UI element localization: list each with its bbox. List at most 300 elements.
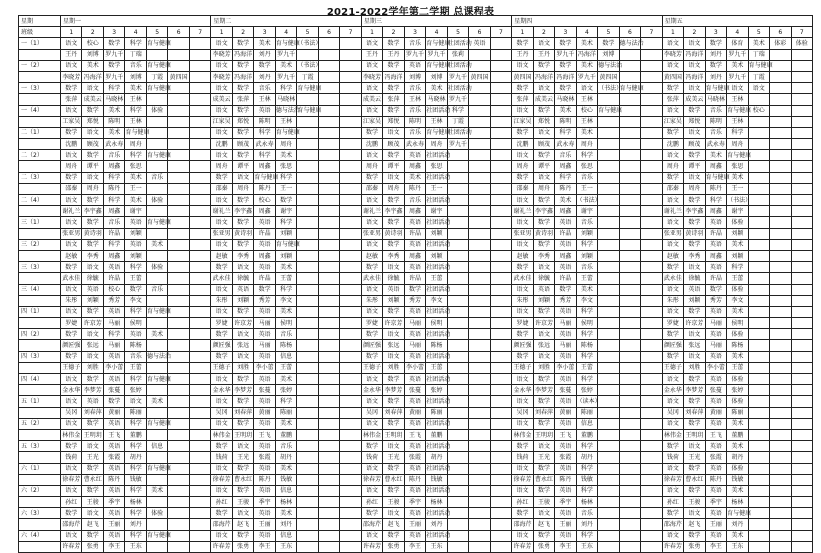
- subject-cell: [490, 396, 512, 407]
- teacher-cell: [791, 385, 813, 396]
- subject-cell: [168, 508, 189, 519]
- subject-cell: 语文: [232, 262, 253, 273]
- subject-cell: [168, 60, 189, 71]
- teacher-cell: 吴冈: [361, 407, 382, 418]
- subject-cell: [490, 217, 512, 228]
- teacher-cell: 王林: [254, 94, 275, 105]
- subject-cell: 数学: [103, 396, 124, 407]
- teacher-cell: [490, 541, 512, 552]
- teacher-row: [19, 541, 813, 552]
- subject-cell: 美术: [275, 463, 296, 474]
- teacher-cell: 沈鹏: [211, 139, 232, 150]
- teacher-cell: [791, 295, 813, 306]
- subject-cell: [619, 351, 640, 362]
- teacher-cell: 林伟金: [662, 429, 683, 440]
- teacher-cell: [490, 139, 512, 150]
- subject-cell: [770, 530, 791, 541]
- subject-cell: [340, 329, 362, 340]
- subject-cell: 语文: [533, 329, 554, 340]
- subject-cell: 科学: [125, 463, 146, 474]
- teacher-cell: 张婷: [426, 385, 447, 396]
- class-name: 六（3）: [19, 508, 61, 519]
- subject-cell: 数学: [82, 306, 103, 317]
- subject-cell: [318, 463, 339, 474]
- subject-cell: 英语: [125, 329, 146, 340]
- subject-cell: [340, 262, 362, 273]
- teacher-cell: [297, 228, 318, 239]
- teacher-cell: [168, 362, 189, 373]
- teacher-cell: [318, 340, 339, 351]
- teacher-cell: [770, 474, 791, 485]
- subject-cell: 英语: [555, 306, 576, 317]
- teacher-cell: [340, 474, 362, 485]
- subject-cell: [469, 105, 490, 116]
- subject-cell: 语文: [576, 83, 597, 94]
- teacher-cell: [619, 250, 640, 261]
- teacher-cell: 王蕾: [275, 362, 296, 373]
- teacher-cell: 邵海芹: [211, 519, 232, 530]
- teacher-cell: [318, 519, 339, 530]
- subject-cell: 数学: [383, 60, 404, 71]
- teacher-cell: [619, 497, 640, 508]
- subject-cell: 语文: [727, 83, 748, 94]
- teacher-cell: [189, 541, 211, 552]
- subject-cell: 语文: [662, 284, 683, 295]
- teacher-cell: 周舟: [576, 139, 597, 150]
- teacher-cell: 陈丹: [103, 474, 124, 485]
- subject-cell: [791, 150, 813, 161]
- subject-cell: [490, 127, 512, 138]
- teacher-cell: 邵海芹: [61, 519, 82, 530]
- teacher-cell: 刘丹: [705, 49, 726, 60]
- class-row: [19, 172, 813, 183]
- subject-cell: 语文: [211, 485, 232, 496]
- teacher-cell: 季宇: [705, 497, 726, 508]
- teacher-cell: [598, 385, 619, 396]
- subject-cell: [318, 530, 339, 541]
- subject-cell: （书法）: [297, 38, 318, 49]
- teacher-cell: [770, 228, 791, 239]
- teacher-cell: [146, 385, 167, 396]
- teacher-cell: 周鑫: [254, 250, 275, 261]
- subject-cell: [791, 195, 813, 206]
- subject-cell: [490, 530, 512, 541]
- subject-cell: 美术: [727, 441, 748, 452]
- teacher-cell: [791, 250, 813, 261]
- subject-cell: 美术: [275, 306, 296, 317]
- teacher-cell: [146, 295, 167, 306]
- teacher-cell: 张莉: [447, 49, 468, 60]
- subject-cell: 美术: [82, 60, 103, 71]
- teacher-cell: 王蕾: [426, 273, 447, 284]
- teacher-row: [19, 273, 813, 284]
- subject-cell: [297, 306, 318, 317]
- teacher-cell: 王蕾: [576, 273, 597, 284]
- teacher-cell: 成美云: [211, 94, 232, 105]
- teacher-cell: 颜匠强: [662, 340, 683, 351]
- subject-cell: 数学: [383, 418, 404, 429]
- subject-cell: 数学: [211, 262, 232, 273]
- period-number: 2: [383, 27, 404, 38]
- subject-cell: 语文: [82, 508, 103, 519]
- subject-cell: 育与健康: [125, 127, 146, 138]
- teacher-cell: 王丹: [533, 49, 554, 60]
- teacher-cell: 钱荷: [512, 452, 533, 463]
- teacher-cell: 黄四国: [598, 71, 619, 82]
- subject-cell: （书法）: [598, 83, 619, 94]
- subject-cell: 语文: [61, 217, 82, 228]
- subject-cell: 英语: [469, 38, 490, 49]
- teacher-cell: [447, 161, 468, 172]
- subject-cell: 英语: [254, 217, 275, 228]
- teacher-cell: [598, 318, 619, 329]
- teacher-cell: [297, 519, 318, 530]
- subject-cell: 音乐: [275, 441, 296, 452]
- subject-cell: 语文: [512, 105, 533, 116]
- subject-cell: 美术: [146, 329, 167, 340]
- teacher-cell: [297, 318, 318, 329]
- subject-cell: 数学: [232, 38, 253, 49]
- subject-cell: 社团活动: [426, 530, 447, 541]
- teacher-cell: [469, 228, 490, 239]
- subject-cell: [598, 239, 619, 250]
- teacher-cell: [770, 340, 791, 351]
- teacher-cell: 李宇鑫: [684, 206, 705, 217]
- subject-cell: 社团活动: [426, 485, 447, 496]
- teacher-cell: 王德子: [61, 362, 82, 373]
- teacher-cell: 张思: [426, 161, 447, 172]
- teacher-cell: 刘胜: [82, 362, 103, 373]
- teacher-cell: [189, 295, 211, 306]
- teacher-cell: 冯海洋: [533, 71, 554, 82]
- subject-cell: 数学: [555, 60, 576, 71]
- subject-cell: 数学: [232, 485, 253, 496]
- teacher-cell: [490, 49, 512, 60]
- subject-cell: 数学: [383, 195, 404, 206]
- teacher-cell: 陈丽: [727, 407, 748, 418]
- teacher-cell: [340, 541, 362, 552]
- subject-cell: 英语: [555, 441, 576, 452]
- subject-cell: [619, 217, 640, 228]
- teacher-cell: [619, 407, 640, 418]
- subject-cell: [189, 284, 211, 295]
- subject-cell: 科学: [576, 329, 597, 340]
- teacher-cell: 罗婕: [512, 318, 533, 329]
- class-row: [19, 60, 813, 71]
- teacher-cell: 罗九千: [727, 71, 748, 82]
- period-number: 6: [469, 27, 490, 38]
- subject-cell: [318, 105, 339, 116]
- class-row: [19, 105, 813, 116]
- teacher-cell: 李王: [705, 541, 726, 552]
- teacher-cell: 周舟: [275, 139, 296, 150]
- teacher-cell: 邵海芹: [512, 519, 533, 530]
- subject-cell: [791, 105, 813, 116]
- teacher-cell: 张萍: [512, 94, 533, 105]
- class-name: 三（3）: [19, 262, 61, 273]
- subject-cell: 语文: [211, 306, 232, 317]
- subject-cell: 数学: [82, 195, 103, 206]
- teacher-cell: 王蕾: [576, 362, 597, 373]
- subject-cell: [619, 306, 640, 317]
- teacher-cell: [469, 139, 490, 150]
- teacher-cell: 李秀: [232, 250, 253, 261]
- subject-cell: [748, 441, 769, 452]
- teacher-cell: [469, 340, 490, 351]
- subject-cell: [490, 38, 512, 49]
- period-number: 7: [791, 27, 813, 38]
- period-number: 5: [297, 27, 318, 38]
- subject-cell: 英语: [404, 485, 425, 496]
- teacher-cell: 冯海洋: [82, 71, 103, 82]
- subject-cell: 语文: [383, 172, 404, 183]
- subject-cell: 数学: [684, 217, 705, 228]
- subject-cell: 体验: [727, 396, 748, 407]
- subject-cell: [748, 306, 769, 317]
- subject-cell: [770, 485, 791, 496]
- teacher-cell: 刘丹: [254, 49, 275, 60]
- teacher-cell: [469, 362, 490, 373]
- teacher-cell: [469, 541, 490, 552]
- teacher-cell: [146, 250, 167, 261]
- subject-cell: 数学: [533, 195, 554, 206]
- teacher-row: [19, 362, 813, 373]
- teacher-cell: [146, 362, 167, 373]
- schedule-table: [18, 15, 813, 553]
- subject-cell: 英语: [103, 485, 124, 496]
- subject-cell: [490, 105, 512, 116]
- subject-cell: 科学: [125, 418, 146, 429]
- teacher-cell: 许京芳: [232, 318, 253, 329]
- teacher-cell: [340, 228, 362, 239]
- subject-cell: [318, 485, 339, 496]
- class-row: [19, 351, 813, 362]
- subject-cell: [641, 217, 663, 228]
- period-number: 4: [426, 27, 447, 38]
- subject-cell: [490, 284, 512, 295]
- teacher-cell: [340, 183, 362, 194]
- teacher-cell: 陈丽: [275, 407, 296, 418]
- subject-cell: 育与健康: [619, 83, 640, 94]
- teacher-cell: [146, 139, 167, 150]
- teacher-cell: [447, 340, 468, 351]
- teacher-cell: 陈丹: [404, 183, 425, 194]
- class-row: [19, 329, 813, 340]
- teacher-cell: [297, 340, 318, 351]
- subject-cell: 英语: [404, 306, 425, 317]
- class-name: [19, 385, 61, 396]
- subject-cell: 社团活动: [426, 418, 447, 429]
- teacher-cell: 李宇鑫: [533, 206, 554, 217]
- teacher-row: [19, 139, 813, 150]
- teacher-cell: 朱彤: [512, 295, 533, 306]
- teacher-cell: [168, 228, 189, 239]
- subject-cell: 数学: [232, 105, 253, 116]
- teacher-cell: 秀芳: [404, 295, 425, 306]
- teacher-cell: 工家吴: [61, 116, 82, 127]
- teacher-cell: [770, 318, 791, 329]
- teacher-cell: [146, 541, 167, 552]
- teacher-cell: [641, 295, 663, 306]
- subject-cell: 社团活动: [447, 60, 468, 71]
- subject-cell: [318, 217, 339, 228]
- teacher-cell: 钱敏: [727, 474, 748, 485]
- teacher-cell: [297, 206, 318, 217]
- subject-cell: [189, 105, 211, 116]
- teacher-cell: 王骏: [684, 497, 705, 508]
- teacher-cell: 江家吴: [211, 116, 232, 127]
- teacher-cell: [598, 161, 619, 172]
- subject-cell: [146, 127, 167, 138]
- teacher-cell: 金永华: [61, 385, 82, 396]
- subject-cell: [619, 374, 640, 385]
- subject-cell: [619, 463, 640, 474]
- subject-cell: [619, 508, 640, 519]
- subject-cell: 英语: [254, 485, 275, 496]
- teacher-cell: [598, 362, 619, 373]
- subject-cell: [791, 508, 813, 519]
- teacher-cell: 马丽: [404, 340, 425, 351]
- teacher-cell: 王丽: [404, 519, 425, 530]
- subject-cell: 英语: [555, 239, 576, 250]
- subject-cell: [791, 441, 813, 452]
- subject-cell: 数学: [383, 38, 404, 49]
- teacher-cell: 颜匠强: [61, 340, 82, 351]
- subject-cell: [168, 127, 189, 138]
- day-header: 星期四: [512, 16, 662, 27]
- class-name: 二（4）: [19, 195, 61, 206]
- subject-cell: 体育: [727, 38, 748, 49]
- subject-cell: 育与健康: [705, 83, 726, 94]
- teacher-cell: 马丽: [555, 340, 576, 351]
- period-number: 6: [619, 27, 640, 38]
- teacher-cell: 罗婕: [662, 318, 683, 329]
- subject-cell: 育与健康: [146, 150, 167, 161]
- teacher-cell: [791, 474, 813, 485]
- subject-cell: 语文: [232, 351, 253, 362]
- teacher-cell: 周鑫: [555, 161, 576, 172]
- subject-cell: 语文: [533, 38, 554, 49]
- teacher-cell: 徐春芳: [61, 474, 82, 485]
- subject-cell: [340, 217, 362, 228]
- teacher-cell: [189, 71, 211, 82]
- teacher-cell: 李晓芳: [211, 71, 232, 82]
- subject-cell: 数学: [232, 463, 253, 474]
- teacher-cell: [340, 139, 362, 150]
- teacher-cell: [146, 49, 167, 60]
- class-name: 四（4）: [19, 374, 61, 385]
- teacher-cell: [189, 519, 211, 530]
- teacher-cell: 丁霞: [146, 71, 167, 82]
- subject-cell: 育与健康: [146, 217, 167, 228]
- subject-cell: [641, 463, 663, 474]
- teacher-cell: 王一: [727, 183, 748, 194]
- teacher-cell: 吴冈: [61, 407, 82, 418]
- subject-cell: [340, 60, 362, 71]
- subject-cell: 体验: [146, 195, 167, 206]
- teacher-cell: [770, 541, 791, 552]
- subject-cell: 语文: [383, 351, 404, 362]
- subject-cell: 数学: [555, 83, 576, 94]
- subject-cell: 数学: [555, 38, 576, 49]
- teacher-cell: 徐毓: [232, 273, 253, 284]
- subject-cell: 英语: [82, 396, 103, 407]
- subject-cell: [168, 329, 189, 340]
- subject-cell: [641, 396, 663, 407]
- subject-cell: 语文: [232, 508, 253, 519]
- teacher-cell: 陈杨: [576, 340, 597, 351]
- subject-cell: [340, 195, 362, 206]
- teacher-cell: 侯明: [576, 318, 597, 329]
- teacher-cell: 张勇: [533, 541, 554, 552]
- teacher-cell: [641, 519, 663, 530]
- teacher-cell: 王东: [576, 541, 597, 552]
- subject-cell: 社团活动: [426, 396, 447, 407]
- teacher-cell: [189, 452, 211, 463]
- teacher-cell: [748, 541, 769, 552]
- teacher-cell: [619, 71, 640, 82]
- teacher-cell: 罗九千: [275, 71, 296, 82]
- subject-cell: 音乐: [404, 105, 425, 116]
- class-name: 六（1）: [19, 463, 61, 474]
- subject-cell: （读本）: [576, 396, 597, 407]
- subject-cell: 社团活动: [426, 306, 447, 317]
- header-days-row: [19, 16, 813, 27]
- teacher-cell: 王光: [232, 452, 253, 463]
- subject-cell: [189, 351, 211, 362]
- subject-cell: [770, 172, 791, 183]
- teacher-cell: [791, 228, 813, 239]
- subject-cell: 美术: [275, 60, 296, 71]
- teacher-cell: [469, 295, 490, 306]
- subject-cell: 语文: [533, 441, 554, 452]
- teacher-cell: 张霞: [404, 452, 425, 463]
- subject-cell: 语文: [61, 306, 82, 317]
- teacher-cell: 秀芳: [705, 295, 726, 306]
- teacher-cell: [490, 295, 512, 306]
- subject-cell: 语文: [61, 60, 82, 71]
- teacher-cell: 王蕾: [275, 273, 296, 284]
- teacher-cell: 王骏: [82, 497, 103, 508]
- teacher-cell: [146, 452, 167, 463]
- teacher-cell: [619, 474, 640, 485]
- teacher-cell: 胡丹: [125, 452, 146, 463]
- teacher-cell: [770, 94, 791, 105]
- subject-cell: [318, 306, 339, 317]
- day-header: 星期三: [361, 16, 511, 27]
- teacher-cell: 许春芳: [211, 541, 232, 552]
- teacher-cell: [619, 116, 640, 127]
- subject-cell: 科学: [254, 127, 275, 138]
- class-name: 六（4）: [19, 530, 61, 541]
- subject-cell: [318, 239, 339, 250]
- teacher-cell: 赵飞: [383, 519, 404, 530]
- teacher-cell: 丁瑞: [748, 49, 769, 60]
- subject-cell: 美术: [727, 239, 748, 250]
- class-row: [19, 284, 813, 295]
- subject-cell: 英语: [232, 284, 253, 295]
- subject-cell: 数学: [383, 83, 404, 94]
- subject-cell: 数学: [404, 284, 425, 295]
- teacher-cell: 李小蕾: [705, 362, 726, 373]
- teacher-cell: 马晓林: [555, 94, 576, 105]
- teacher-cell: [770, 116, 791, 127]
- subject-cell: 语文: [232, 441, 253, 452]
- subject-cell: [340, 306, 362, 317]
- subject-cell: [598, 374, 619, 385]
- subject-cell: 数学: [512, 508, 533, 519]
- teacher-cell: 王飞: [404, 429, 425, 440]
